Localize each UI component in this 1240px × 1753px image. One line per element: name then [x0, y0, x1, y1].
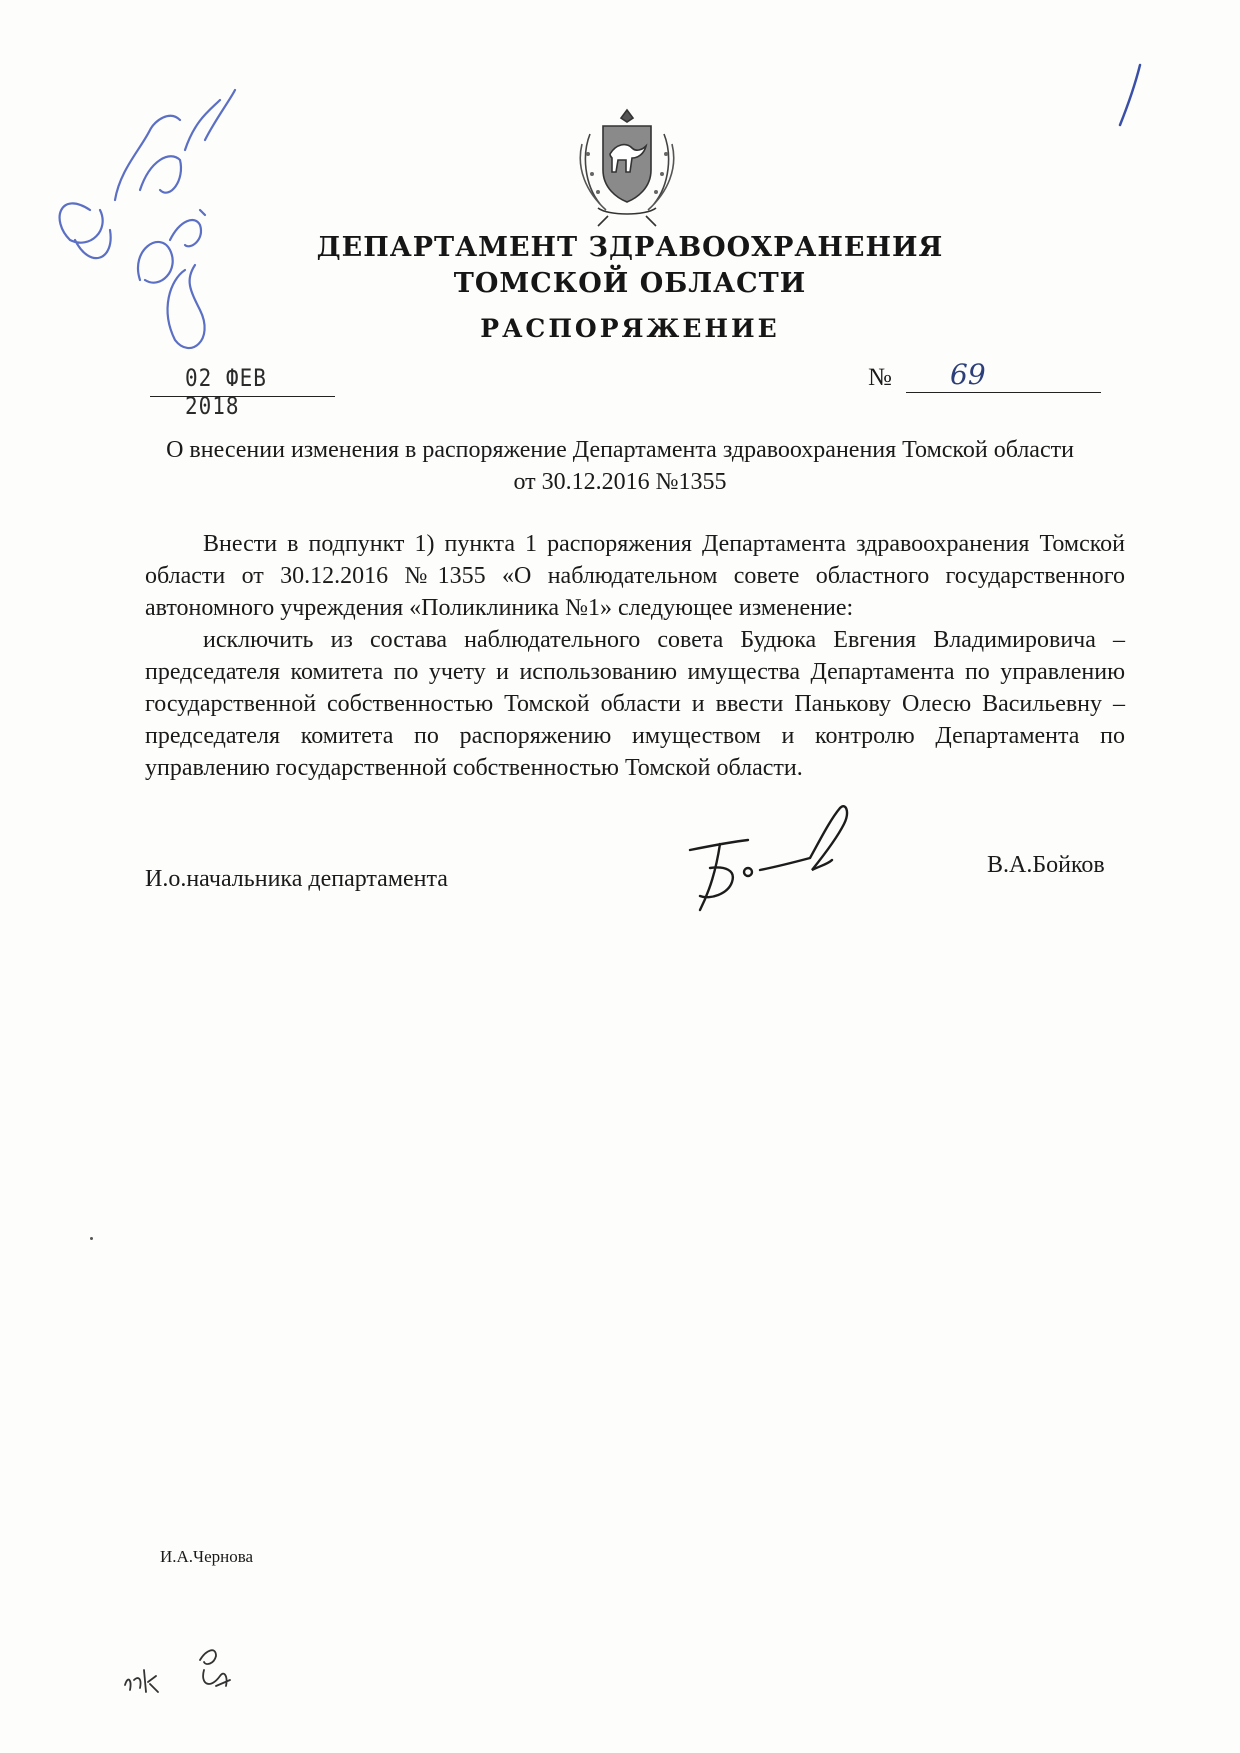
- number-underline: [906, 392, 1101, 393]
- body-paragraph-2: исключить из состава наблюдательного совета Будюка Евгения Владимировича – председателя комитета по учету и использованию имущества Департамента по управлению государственной собственностью Томской области и ввести Панькову Олесю Васильевну – председателя комитета по распоряжению имуществом и контролю Департамента по управлению государственной собственностью Томской области.: [145, 627, 1125, 781]
- signatory-position: И.о.начальника департамента: [145, 866, 448, 892]
- document-type: РАСПОРЯЖЕНИЕ: [480, 314, 780, 343]
- subject-line1: О внесении изменения в распоряжение Департамента здравоохранения Томской области: [166, 437, 1074, 463]
- signatory-name: В.А.Бойков: [987, 852, 1105, 878]
- document-number: 69: [950, 358, 986, 391]
- scan-speck: [90, 1237, 93, 1240]
- handwritten-note: [120, 1640, 260, 1700]
- coat-of-arms-icon: [568, 104, 686, 228]
- handwritten-check-mark: [1110, 60, 1150, 130]
- subject-line2: от 30.12.2016 №1355: [513, 469, 727, 495]
- handwritten-resolution: [20, 40, 250, 360]
- date-stamp: 02 ФЕВ 2018: [185, 364, 267, 420]
- organization-name-line2: ТОМСКОЙ ОБЛАСТИ: [453, 268, 807, 299]
- executor-name: И.А.Чернова: [160, 1547, 254, 1566]
- body-paragraph-1: Внести в подпункт 1) пункта 1 распоряжения Департамента здравоохранения Томской области от 30.12.2016 №1355 «О наблюдательном совете областного государственного автономного учреждения «Поликлиника №1» следующее изменение:: [145, 531, 1125, 621]
- organization-name-line1: ДЕПАРТАМЕНТ ЗДРАВООХРАНЕНИЯ: [316, 232, 944, 263]
- date-underline: [150, 396, 335, 397]
- handwritten-signature: [670, 800, 870, 920]
- number-sign: №: [868, 364, 892, 391]
- document-body: [145, 528, 1125, 784]
